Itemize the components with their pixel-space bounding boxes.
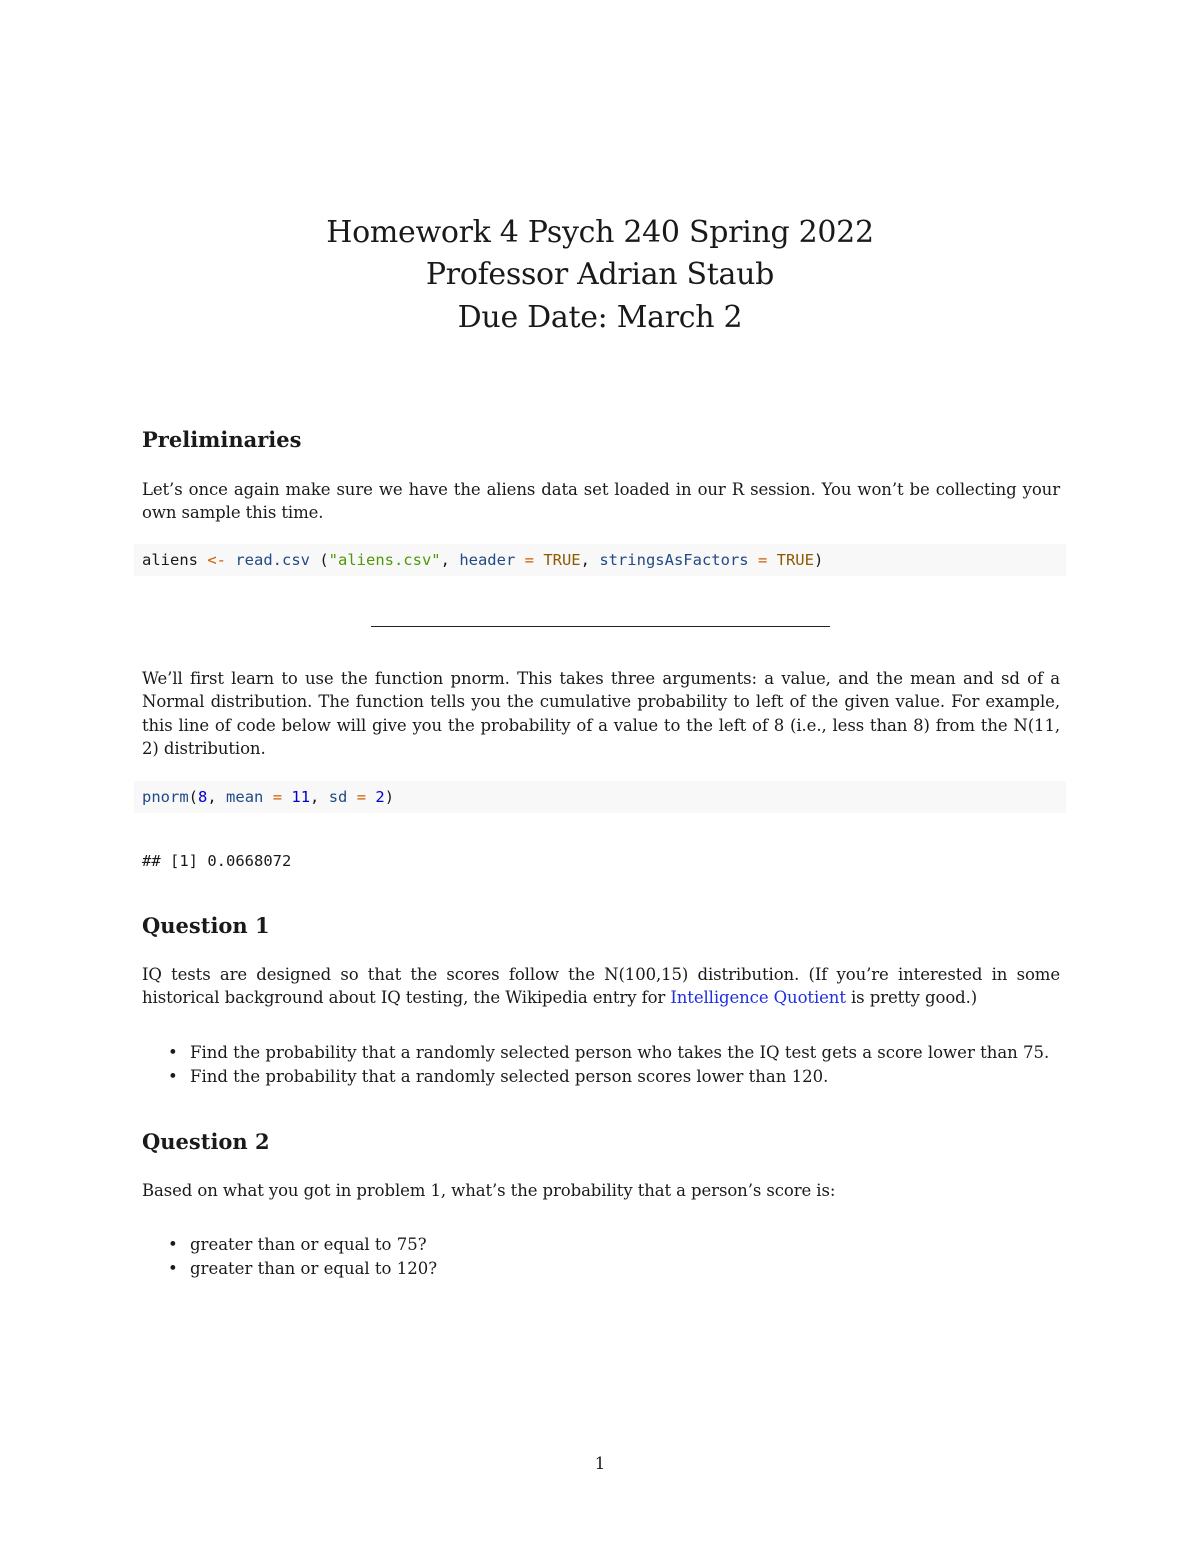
code-token: mean — [226, 788, 264, 806]
code-block-pnorm[interactable] — [134, 781, 1066, 813]
preliminaries-paragraph: Let’s once again make sure we have the aliens data set loaded in our R session. You won’t be collecting your own sample this time. — [142, 480, 1060, 523]
code-token: , — [440, 551, 460, 569]
question1-text-after-link: is pretty good.) — [845, 988, 978, 1008]
question1-paragraph — [142, 963, 1060, 1010]
code-token: ( — [309, 551, 329, 569]
code-token: pnorm — [142, 788, 189, 806]
code-token: = — [515, 551, 544, 569]
code-token: = — [748, 551, 777, 569]
code-token: 2 — [375, 788, 385, 806]
code-token: TRUE — [776, 551, 814, 569]
question2-paragraph: Based on what you got in problem 1, what’s the probability that a person’s score is: — [142, 1181, 836, 1200]
code-token: ( — [188, 788, 199, 806]
question1-bullet-list — [142, 1041, 1060, 1089]
code-token: = — [263, 788, 292, 806]
heading-question-1: Question 1 — [142, 913, 270, 938]
code-token: header — [459, 551, 516, 569]
page-number: 1 — [594, 1454, 606, 1473]
code-token: , — [580, 551, 600, 569]
code-token: 8 — [198, 788, 208, 806]
code-token: <- — [198, 551, 236, 569]
code-token: sd — [328, 788, 348, 806]
document-professor: Professor Adrian Staub — [425, 257, 775, 292]
code-token: aliens — [142, 551, 198, 569]
heading-question-2: Question 2 — [142, 1129, 270, 1154]
list-item: • Find the probability that a randomly selected person scores lower than 120. — [142, 1065, 1060, 1089]
code-token: 11 — [291, 788, 311, 806]
intelligence-quotient-link[interactable]: Intelligence Quotient — [670, 988, 846, 1008]
code-token: TRUE — [543, 551, 581, 569]
code-token: read.csv — [235, 551, 310, 569]
list-item: • Find the probability that a randomly selected person who takes the IQ test gets a score lower than 75. — [142, 1041, 1060, 1065]
heading-preliminaries: Preliminaries — [142, 427, 302, 452]
document-title: Homework 4 Psych 240 Spring 2022 — [326, 215, 874, 250]
code-token: ) — [813, 551, 824, 569]
code-token: , — [207, 788, 227, 806]
question2-bullet-list — [142, 1233, 1060, 1281]
code-output-pnorm: ## [1] 0.0668072 — [142, 852, 292, 870]
pnorm-intro-paragraph: We’ll first learn to use the function pnorm. This takes three arguments: a value, and the mean and sd of a Normal distribution. The function tells you the cumulative probability to left of the given value. For example, this line of code below will give you the probability of a value to the left of 8 (i.e., less than 8) from the N(11, 2) distribution. — [142, 669, 1060, 759]
code-token: stringsAsFactors — [599, 551, 749, 569]
document-due-date: Due Date: March 2 — [457, 300, 743, 335]
code-token: "aliens.csv" — [328, 551, 441, 569]
code-token: = — [347, 788, 376, 806]
code-block-read-csv[interactable] — [134, 544, 1066, 576]
question1-text-before-link: IQ tests are designed so that the scores follow the N(100,15) distribution. (If you’re interested in some historical background about IQ testing, the Wikipedia entry for — [142, 965, 1060, 1008]
list-item: • greater than or equal to 120? — [142, 1257, 1060, 1281]
code-token: , — [310, 788, 329, 806]
list-item: • greater than or equal to 75? — [142, 1233, 1060, 1257]
code-token: ) — [384, 788, 395, 806]
horizontal-rule — [371, 626, 830, 627]
